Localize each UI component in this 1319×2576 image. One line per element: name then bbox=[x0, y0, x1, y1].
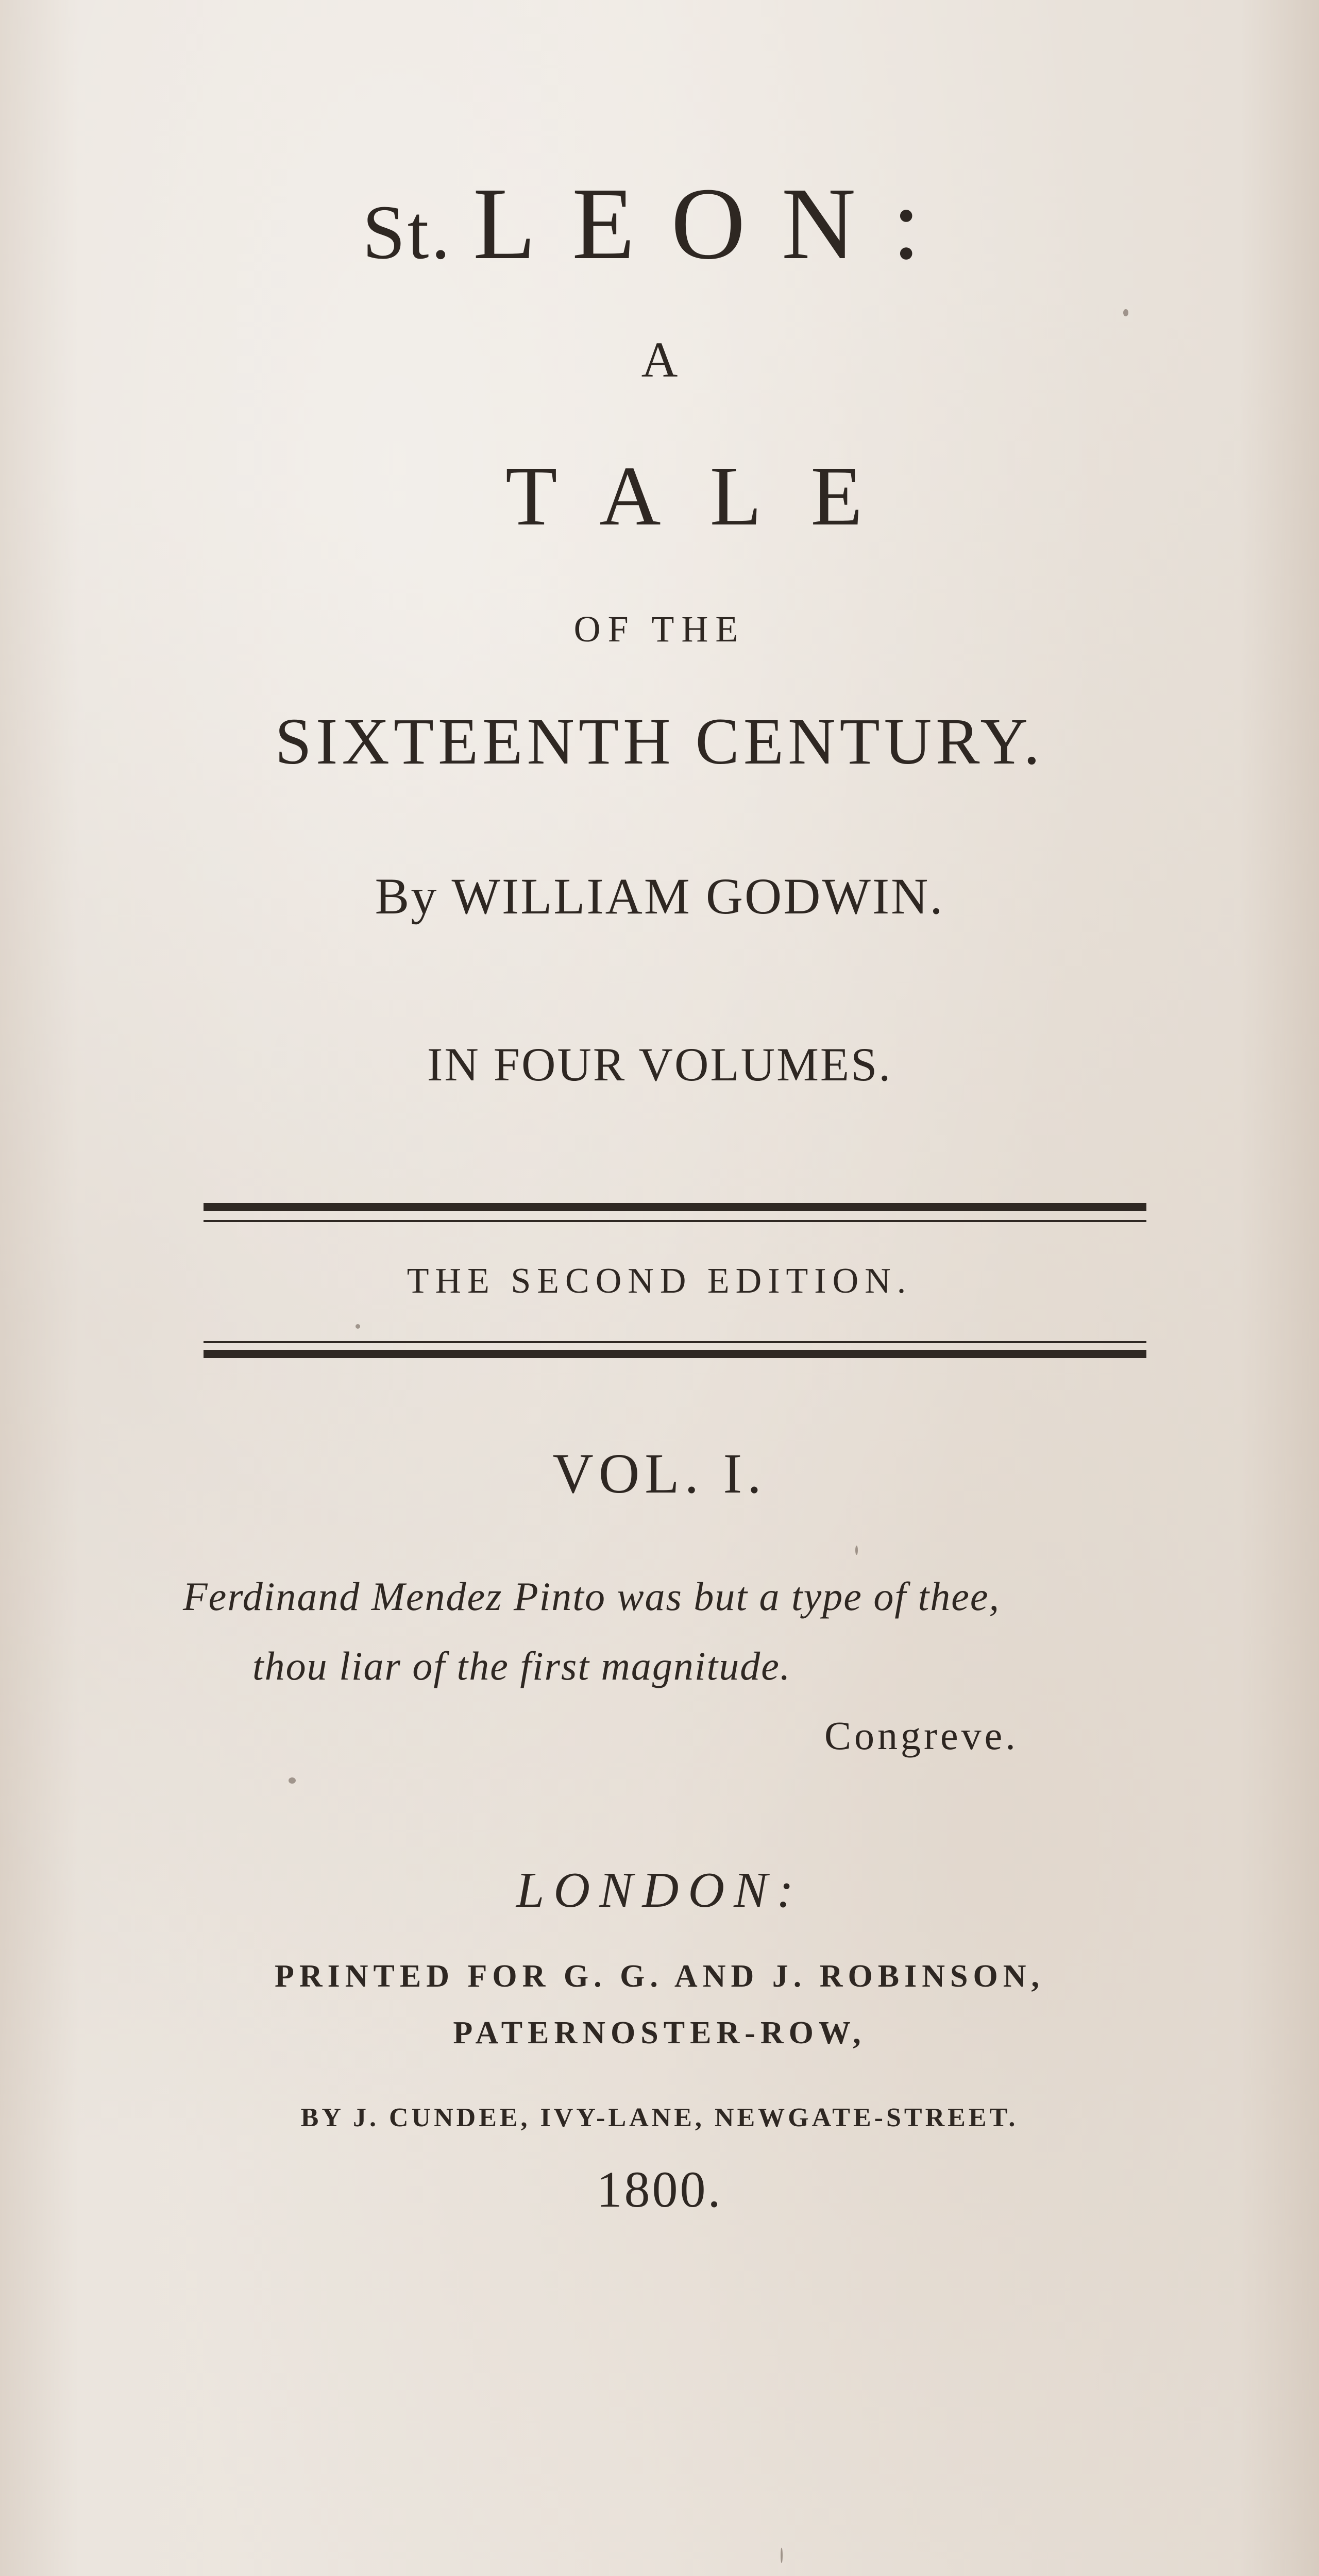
imprint-address: PATERNOSTER-ROW, bbox=[453, 2015, 866, 2050]
imprint-year: 1800. bbox=[596, 2161, 723, 2218]
subtitle-a: A bbox=[641, 332, 678, 388]
epigraph-attribution: Congreve. bbox=[824, 1713, 1019, 1758]
title-prefix: St. bbox=[362, 190, 452, 275]
paper-speck bbox=[781, 2548, 783, 2563]
author-by: By bbox=[375, 868, 438, 925]
author-line bbox=[0, 868, 1319, 925]
paper-speck bbox=[855, 1546, 858, 1555]
volumes-statement: IN FOUR VOLUMES. bbox=[427, 1038, 892, 1091]
bottom-rule-thin bbox=[204, 1341, 1146, 1343]
top-rule-thin bbox=[204, 1220, 1146, 1222]
volume-number: VOL. I. bbox=[552, 1442, 767, 1505]
bottom-rule-thick bbox=[204, 1350, 1146, 1358]
book-title bbox=[0, 167, 1319, 281]
top-rule-thick bbox=[204, 1203, 1146, 1211]
paper-speck bbox=[356, 1324, 360, 1329]
paper-speck bbox=[289, 1777, 296, 1784]
epigraph-line-2: thou liar of the first magnitude. bbox=[252, 1643, 791, 1688]
subtitle-of-the: OF THE bbox=[573, 608, 746, 650]
subtitle-tale: TALE bbox=[505, 449, 912, 543]
author-name: WILLIAM GODWIN. bbox=[451, 868, 944, 925]
epigraph-line-1: Ferdinand Mendez Pinto was but a type of thee, bbox=[183, 1574, 1000, 1619]
imprint-printer: BY J. CUNDEE, IVY-LANE, NEWGATE-STREET. bbox=[300, 2103, 1019, 2132]
paper-speck bbox=[1123, 309, 1128, 316]
imprint-city: LONDON: bbox=[516, 1862, 803, 1918]
subtitle-century: SIXTEENTH CENTURY. bbox=[275, 705, 1044, 778]
imprint-printed-for: PRINTED FOR G. G. AND J. ROBINSON, bbox=[275, 1959, 1044, 1994]
title-main: LEON: bbox=[472, 167, 957, 281]
edition-statement: THE SECOND EDITION. bbox=[407, 1261, 912, 1301]
